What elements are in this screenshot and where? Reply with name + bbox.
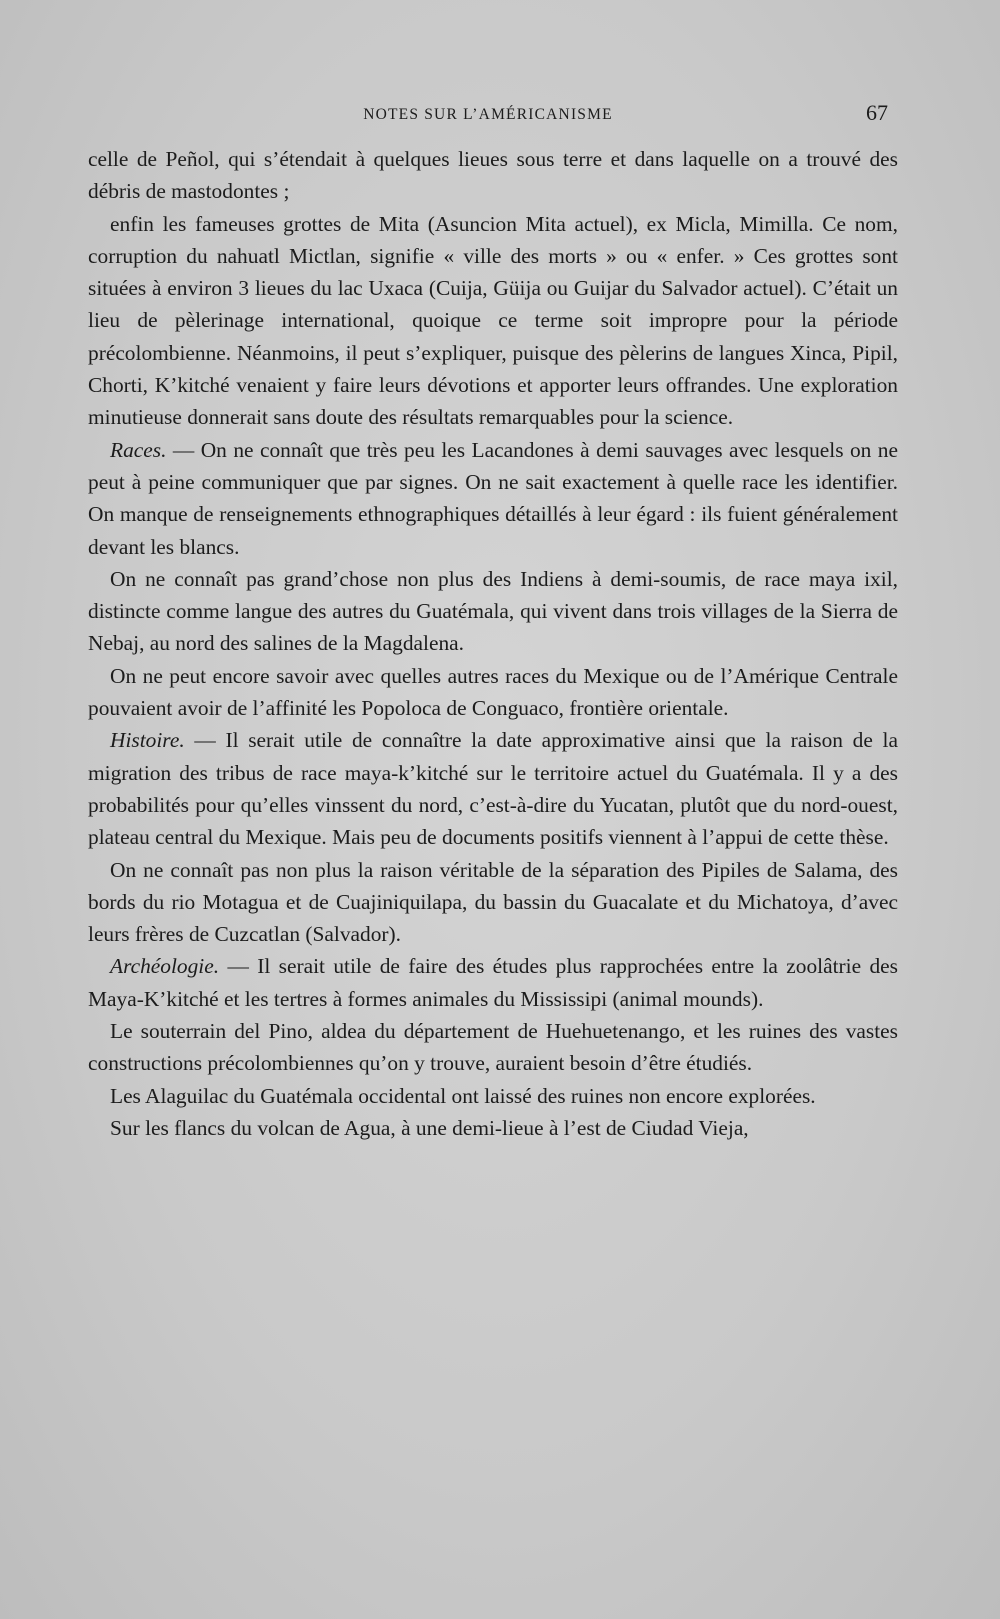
paragraph: On ne connaît pas non plus la raison véritable de la séparation des Pipiles de Salama, des bords du rio Motagua et de Cuajiniquilapa, du bassin du Guacalate et du Michatoya, d’avec leurs frères de Cuzcatlan (Salvador). [88, 857, 898, 947]
paragraph: On ne peut encore savoir avec quelles autres races du Mexique ou de l’Amérique Centrale pouvaient avoir de l’affinité les Popoloca de Conguaco, frontière orientale. [88, 663, 898, 721]
section-heading: Archéologie. [110, 954, 220, 979]
paragraph: celle de Peñol, qui s’étendait à quelques lieues sous terre et dans laquelle on a trouvé des débris de mastodontes ; [88, 147, 898, 204]
paragraph: Sur les flancs du volcan de Agua, à une demi-lieue à l’est de Ciudad Vieja, [110, 1115, 749, 1140]
paragraph: On ne connaît pas grand’chose non plus des Indiens à demi-soumis, de race maya ixil, distincte comme langue des autres du Guatémala, qui vivent dans trois villages de la Sierra de Nebaj, au nord des salines de la Magdalena. [88, 566, 898, 656]
page-number: 67 [866, 100, 888, 125]
section-heading: Races. [110, 437, 167, 462]
paragraph-archeologie: Archéologie. — Il serait utile de faire des études plus rapprochées entre la zoolâtrie des Maya-K’kitché et les tertres à formes animales du Mississipi (animal mounds). [88, 954, 898, 1011]
paragraph-races: Races. — On ne connaît que très peu les Lacandones à demi sauvages avec lesquels on ne peut à peine communiquer que par signes. On ne sait exactement à quelle race les identifier. On manque de renseignements ethnographiques détaillés à leur égard : ils fuient généralement devant les blancs. [88, 437, 898, 559]
running-title: NOTES SUR L’AMÉRICANISME [363, 106, 613, 123]
paragraph: Le souterrain del Pino, aldea du département de Huehuetenango, et les ruines des vastes constructions précolombiennes qu’on y trouve, auraient besoin d’être étudiés. [88, 1019, 898, 1076]
paragraph-histoire: Histoire. — Il serait utile de connaître la date approximative ainsi que la raison de la migration des tribus de race maya-k’kitché sur le territoire actuel du Guatémala. Il y a des probabilités pour qu’elles vinssent du nord, c’est-à-dire du Yucatan, plutôt que du nord-ouest, plateau central du Mexique. Mais peu de documents positifs viennent à l’appui de cette thèse. [88, 728, 898, 850]
paragraph: Les Alaguilac du Guatémala occidental ont laissé des ruines non encore explorées. [110, 1083, 816, 1108]
paragraph: enfin les fameuses grottes de Mita (Asuncion Mita actuel), ex Micla, Mimilla. Ce nom, corruption du nahuatl Mictlan, signifie « ville des morts » ou « enfer. » Ces grottes sont situées à environ 3 lieues du lac Uxaca (Cuija, Güija ou Guijar du Salvador actuel). C’était un lieu de pèlerinage international, quoique ce terme soit impropre pour la période précolombienne. Néanmoins, il peut s’expliquer, puisque des pèlerins de langues Xinca, Pipil, Chorti, K’kitché venaient y faire leurs dévotions et apporter leurs offrandes. Une exploration minutieuse donnerait sans doute des résultats remarquables pour la science. [88, 211, 898, 430]
section-heading: Histoire. [110, 728, 185, 753]
body-text [88, 143, 898, 1144]
page-header [88, 98, 888, 132]
